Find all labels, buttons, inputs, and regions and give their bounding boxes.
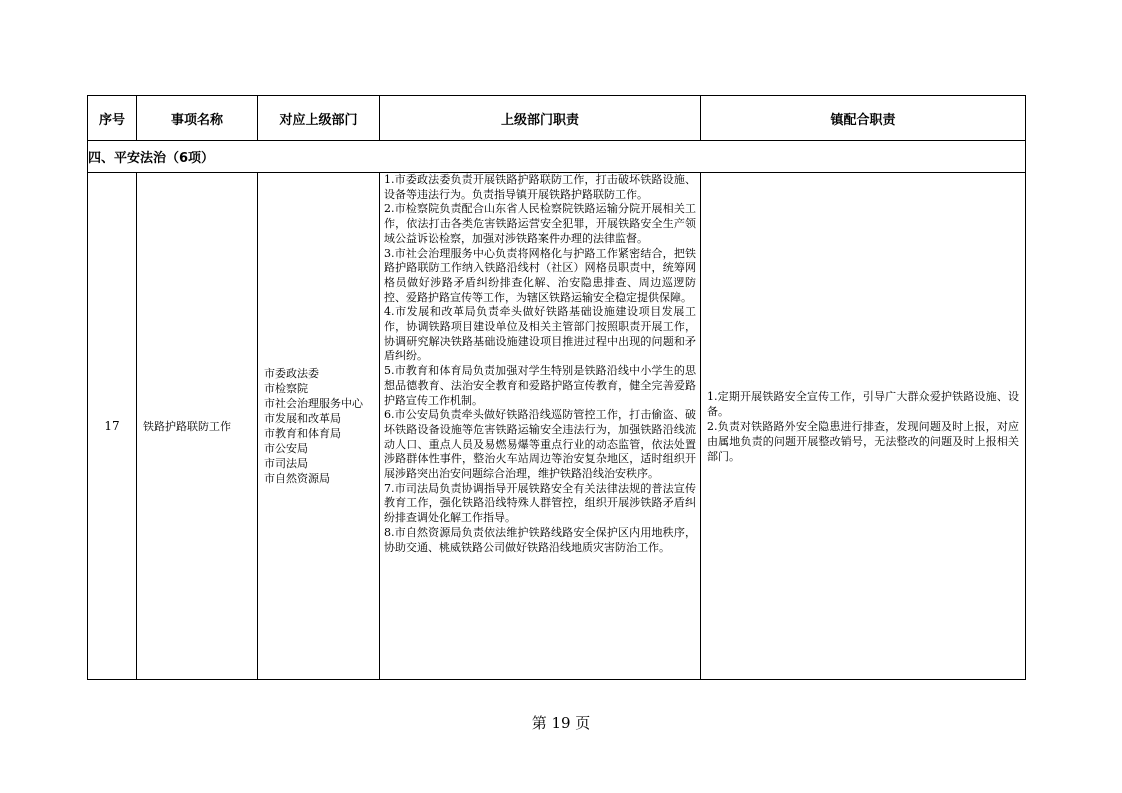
row-item-name: 铁路护路联防工作 [137,173,258,680]
header-town-duties: 镇配合职责 [701,96,1026,141]
superior-duty-item: 1.市委政法委负责开展铁路护路联防工作，打击破坏铁路设施、设备等违法行为。负责指导镇开展铁路护路联防工作。 [384,173,696,201]
department-line: 市司法局 [264,457,308,470]
town-duty-item: 1.定期开展铁路安全宣传工作，引导广大群众爱护铁路设施、设备。 [707,389,1019,418]
row-town-duties [701,173,1026,680]
row-departments [258,173,380,680]
department-line: 市社会治理服务中心 [264,397,363,410]
header-item-name: 事项名称 [137,96,258,141]
department-line: 市发展和改革局 [264,412,341,425]
superior-duty-item: 3.市社会治理服务中心负责将网格化与护路工作紧密结合，把铁路护路联防工作纳入铁路沿线村（社区）网格员职责中，统筹网格员做好涉路矛盾纠纷排查化解、治安隐患排查、周边巡逻防控、爱路护路宣传等工作，为辖区铁路运输安全稳定提供保障。 [384,246,696,304]
department-line: 市检察院 [264,382,308,395]
superior-duty-item: 7.市司法局负责协调指导开展铁路安全有关法律法规的普法宣传教育工作，强化铁路沿线特殊人群管控，组织开展涉铁路矛盾纠纷排查调处化解工作指导。 [384,481,696,525]
department-line: 市公安局 [264,442,308,455]
superior-duty-item: 4.市发展和改革局负责牵头做好铁路基础设施建设项目发展工作，协调铁路项目建设单位及相关主管部门按照职责开展工作，协调研究解决铁路基础设施建设项目推进过程中出现的问题和矛盾纠纷。 [384,305,696,363]
superior-duty-item: 5.市教育和体育局负责加强对学生特别是铁路沿线中小学生的思想品德教育、法治安全教育和爱路护路宣传教育，健全完善爱路护路宣传工作机制。 [384,364,696,407]
row-number: 17 [88,173,137,680]
header-departments: 对应上级部门 [258,96,380,141]
header-number: 序号 [88,96,137,141]
department-line: 市自然资源局 [264,472,330,485]
table-header-row [88,96,1026,141]
page-number: 第 19 页 [531,714,591,732]
header-superior-duties: 上级部门职责 [380,96,701,141]
section-row [88,141,1026,173]
responsibility-table [87,95,1026,680]
superior-duty-item: 8.市自然资源局负责依法维护铁路线路安全保护区内用地秩序，协助交通、桃威铁路公司做好铁路沿线地质灾害防治工作。 [384,525,696,554]
row-superior-duties [380,173,701,680]
department-line: 市委政法委 [264,367,319,380]
superior-duty-item: 2.市检察院负责配合山东省人民检察院铁路运输分院开展相关工作，依法打击各类危害铁路运营安全犯罪，开展铁路安全生产领域公益诉讼检察，加强对涉铁路案件办理的法律监督。 [384,202,696,245]
town-duty-item: 2.负责对铁路路外安全隐患进行排查，发现问题及时上报，对应由属地负责的问题开展整改销号，无法整改的问题及时上报相关部门。 [707,419,1019,463]
superior-duty-item: 6.市公安局负责牵头做好铁路沿线巡防管控工作，打击偷盗、破坏铁路设备设施等危害铁路运输安全违法行为，加强铁路沿线流动人口、重点人员及易燃易爆等重点行业的动态监管，依法处置涉路群体性事件，整治火车站周边等治安复杂地区，适时组织开展涉路突出治安问题综合治理，维护铁路沿线治安秩序。 [384,408,696,481]
department-line: 市教育和体育局 [264,427,341,440]
section-title: 四、平安法治（6项） [88,141,1026,173]
table-row [88,173,1026,680]
